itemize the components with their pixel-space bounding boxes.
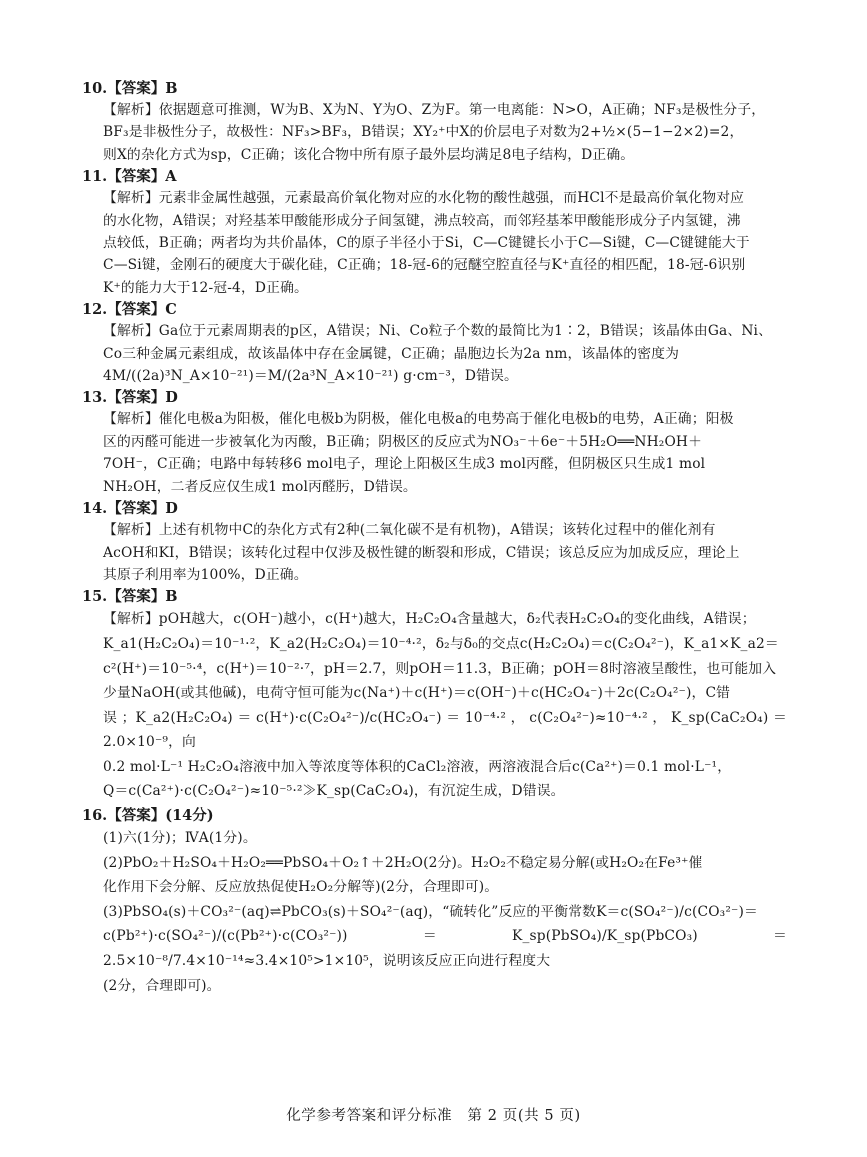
analysis-line: 【解析】Ga位于元素周期表的p区，A错误；Ni、Co粒子个数的最简比为1∶2，B错误；该晶体由Ga、Ni、 — [103, 323, 773, 340]
analysis-line: Q＝c(Ca²⁺)·c(C₂O₄²⁻)≈10⁻⁵·²≫K_sp(CaC₂O₄)，有沉淀生成，D错误。 — [103, 783, 565, 800]
analysis-line: 其原子利用率为100%，D正确。 — [103, 566, 308, 583]
answer-line: 14.【答案】D — [82, 500, 178, 518]
analysis-text — [103, 187, 787, 299]
analysis-line: 误；K_a2(H₂C₂O₄)＝c(H⁺)·c(C₂O₄²⁻)/c(HC₂O₄⁻)＝10⁻⁴·²，c(C₂O₄²⁻)≈10⁻⁴·²，K_sp(CaC₂O₄)＝2.0×10⁻⁹，向 — [103, 709, 787, 751]
question-block — [82, 586, 787, 804]
analysis-line: BF₃是非极性分子，故极性：NF₃>BF₃，B错误；XY₂⁺中X的价层电子对数为2+½×(5−1−2×2)=2， — [103, 124, 744, 141]
answer-line: 12.【答案】C — [82, 301, 177, 319]
question-block — [82, 387, 787, 498]
analysis-text — [103, 99, 787, 166]
analysis-line: (3)PbSO₄(s)＋CO₃²⁻(aq)⇌PbCO₃(s)＋SO₄²⁻(aq)，“硫转化”反应的平衡常数K＝c(SO₄²⁻)/c(CO₃²⁻)＝ — [103, 903, 758, 920]
answer-line: 13.【答案】D — [82, 389, 178, 407]
analysis-line: 7OH⁻，C正确；电路中每转移6 mol电子，理论上阳极区生成3 mol丙醛，但阴极区只生成1 mol — [103, 456, 706, 473]
answer-line: 16.【答案】(14分) — [82, 807, 214, 825]
question-block — [82, 166, 787, 299]
analysis-line: c²(H⁺)＝10⁻⁵·⁴，c(H⁺)＝10⁻²·⁷，pH＝2.7，则pOH＝11.3，B正确；pOH＝8时溶液呈酸性，也可能加入 — [103, 660, 777, 677]
analysis-line: 则X的杂化方式为sp，C正确；该化合物中所有原子最外层均满足8电子结构，D正确。 — [103, 146, 635, 163]
answer-line: 11.【答案】A — [82, 168, 177, 186]
analysis-line: c(Pb²⁺)·c(SO₄²⁻)/(c(Pb²⁺)·c(CO₃²⁻))＝K_sp(PbSO₄)/K_sp(PbCO₃)＝2.5×10⁻⁸/7.4×10⁻¹⁴≈3.4×10⁵>1×10⁵，说明该反应正向进行程度大 — [103, 928, 787, 970]
question-block — [82, 498, 787, 586]
analysis-text — [103, 826, 787, 998]
analysis-text — [103, 519, 787, 586]
analysis-text — [103, 607, 787, 804]
analysis-line: C—Si键，金刚石的硬度大于碳化硅，C正确；18-冠-6的冠醚空腔直径与K⁺直径的相匹配，18-冠-6识别 — [103, 257, 746, 274]
question-block — [82, 299, 787, 387]
analysis-line: K⁺的能力大于12-冠-4，D正确。 — [103, 279, 308, 296]
analysis-line: 少量NaOH(或其他碱)，电荷守恒可能为c(Na⁺)＋c(H⁺)＝c(OH⁻)＋c(HC₂O₄⁻)＋2c(C₂O₄²⁻)，C错 — [103, 685, 731, 702]
page-footer: 化学参考答案和评分标准 第 2 页(共 5 页) — [286, 1108, 581, 1124]
analysis-line: 【解析】pOH越大，c(OH⁻)越小，c(H⁺)越大，H₂C₂O₄含量越大，δ₂代表H₂C₂O₄的变化曲线，A错误； — [103, 611, 756, 628]
answer-content — [82, 78, 787, 998]
analysis-text — [103, 320, 787, 387]
answer-line: 15.【答案】B — [82, 588, 178, 606]
answer-line: 10.【答案】B — [82, 80, 178, 97]
analysis-line: AcOH和KI，B错误；该转化过程中仅涉及极性键的断裂和形成，C错误；该总反应为加成反应，理论上 — [103, 544, 740, 561]
analysis-line: Co三种金属元素组成，故该晶体中存在金属键，C正确；晶胞边长为2a nm，该晶体的密度为 — [103, 345, 680, 362]
analysis-line: 【解析】依据题意可推测，W为B、X为N、Y为O、Z为F。第一电离能：N>O，A正确；NF₃是极性分子， — [103, 102, 766, 118]
analysis-line: 【解析】上述有机物中C的杂化方式有2种(二氧化碳不是有机物)，A错误；该转化过程中的催化剂有 — [103, 522, 716, 539]
analysis-line: NH₂OH，二者反应仅生成1 mol丙醛肟，D错误。 — [103, 478, 417, 495]
analysis-line: (2分，合理即可)。 — [103, 977, 221, 994]
analysis-line: (1)六(1分)；ⅣA(1分)。 — [103, 830, 257, 847]
question-block — [82, 78, 787, 166]
analysis-line: 0.2 mol·L⁻¹ H₂C₂O₄溶液中加入等浓度等体积的CaCl₂溶液，两溶液混合后c(Ca²⁺)＝0.1 mol·L⁻¹， — [103, 758, 732, 775]
analysis-line: 【解析】元素非金属性越强，元素最高价氧化物对应的水化物的酸性越强，而HCl不是最高价氧化物对应 — [103, 190, 745, 207]
analysis-line: 点较低，B正确；两者均为共价晶体，C的原子半径小于Si，C—C键键长小于C—Si键，C—C键键能大于 — [103, 235, 750, 252]
analysis-line: 的水化物，A错误；对羟基苯甲酸能形成分子间氢键，沸点较高，而邻羟基苯甲酸能形成分子内氢键，沸 — [103, 212, 741, 229]
analysis-line: 4M/((2a)³N_A×10⁻²¹)＝M/(2a³N_A×10⁻²¹) g·cm⁻³，D错误。 — [103, 368, 518, 385]
analysis-text — [103, 408, 787, 498]
analysis-line: 化作用下会分解、反应放热促使H₂O₂分解等)(2分，合理即可)。 — [103, 879, 499, 896]
analysis-line: K_a1(H₂C₂O₄)＝10⁻¹·²，K_a2(H₂C₂O₄)＝10⁻⁴·²，δ₂与δ₀的交点c(H₂C₂O₄)＝c(C₂O₄²⁻)，K_a1×K_a2＝ — [103, 635, 779, 652]
analysis-line: 【解析】催化电极a为阳极，催化电极b为阴极，催化电极a的电势高于催化电极b的电势，A正确；阳极 — [103, 411, 734, 428]
analysis-line: (2)PbO₂＋H₂SO₄＋H₂O₂══PbSO₄＋O₂↑＋2H₂O(2分)。H₂O₂不稳定易分解(或H₂O₂在Fe³⁺催 — [103, 854, 703, 871]
analysis-line: 区的丙醛可能进一步被氧化为丙酸，B正确；阴极区的反应式为NO₃⁻＋6e⁻＋5H₂O══NH₂OH＋ — [103, 433, 703, 450]
question-block — [82, 805, 787, 998]
